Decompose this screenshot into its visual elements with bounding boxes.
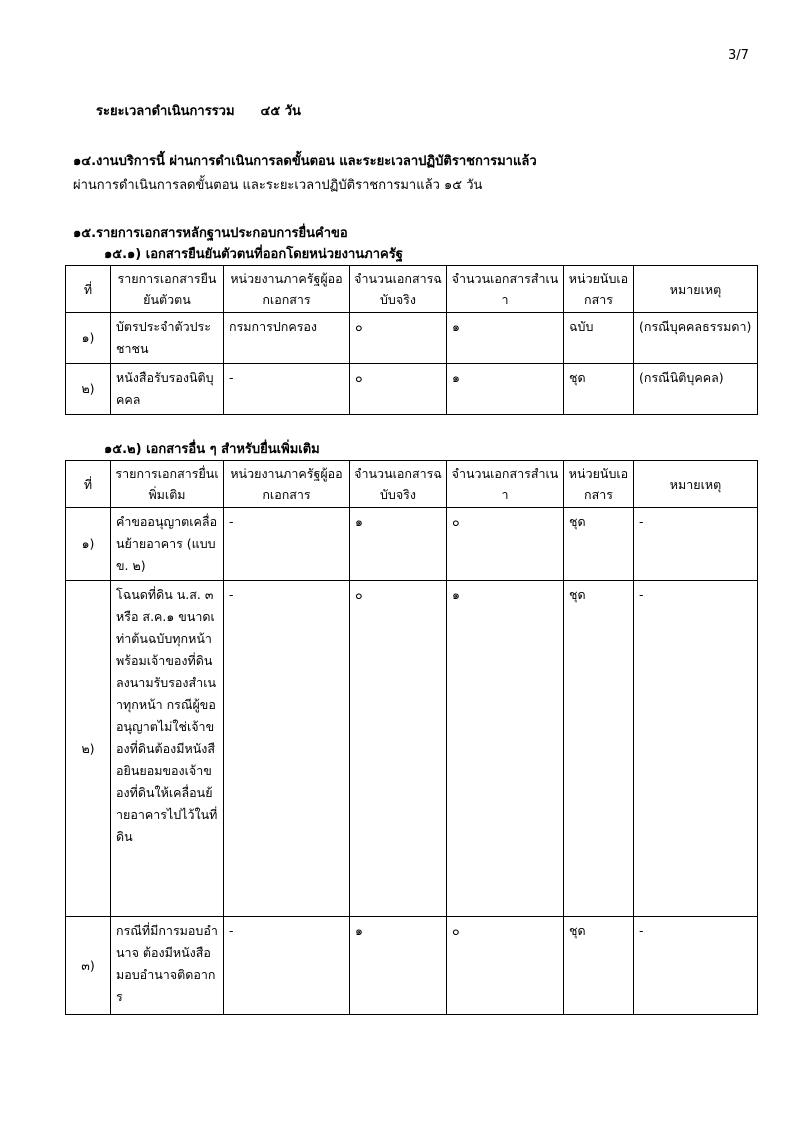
header-document-name: รายการเอกสารยื่นเพิ่มเติม (111, 461, 224, 508)
row-unit: ฉบับ (564, 313, 634, 364)
row-original-count: ๐ (350, 364, 447, 415)
row-no: ๑) (66, 508, 111, 581)
row-document-name: โฉนดที่ดิน น.ส. ๓ หรือ ส.ค.๑ ขนาดเท่าต้นฉบับทุกหน้า พร้อมเจ้าของที่ดินลงนามรับรองสำเนาทุกหน้า กรณีผู้ขออนุญาตไม่ใช่เจ้าของที่ดินต้องมีหนังสือยินยอมของเจ้าของที่ดินให้เคลื่อนย้ายอาคารไปไว้ในที่ดิน (111, 581, 224, 917)
row-remark: - (634, 508, 758, 581)
header-agency: หน่วยงานภาครัฐผู้ออกเอกสาร (224, 461, 350, 508)
section15-2-heading: ๑๕.๒) เอกสารอื่น ๆ สำหรับยื่นเพิ่มเติม (104, 442, 320, 457)
row-original-count: ๑ (350, 508, 447, 581)
table-row (66, 508, 758, 581)
row-agency: - (224, 364, 350, 415)
header-no: ที่ (66, 461, 111, 508)
row-unit: ชุด (564, 917, 634, 1015)
row-no: ๒) (66, 364, 111, 415)
header-document-name: รายการเอกสารยืนยันตัวตน (111, 266, 224, 313)
header-unit: หน่วยนับเอกสาร (564, 266, 634, 313)
row-agency: - (224, 917, 350, 1015)
row-document-name: หนังสือรับรองนิติบุคคล (111, 364, 224, 415)
row-no: ๒) (66, 581, 111, 917)
row-remark: (กรณีบุคคลธรรมดา) (634, 313, 758, 364)
row-document-name: กรณีที่มีการมอบอำนาจ ต้องมีหนังสือมอบอำนาจติดอากร (111, 917, 224, 1015)
header-remark: หมายเหตุ (634, 266, 758, 313)
row-remark: - (634, 917, 758, 1015)
table-row (66, 313, 758, 364)
table-row (66, 364, 758, 415)
row-unit: ชุด (564, 508, 634, 581)
total-duration-label: ระยะเวลาดำเนินการรวม (96, 104, 235, 119)
header-remark: หมายเหตุ (634, 461, 758, 508)
header-unit: หน่วยนับเอกสาร (564, 461, 634, 508)
table-header-row (66, 266, 758, 313)
row-copy-count: ๑ (447, 364, 564, 415)
section15-heading: ๑๕.รายการเอกสารหลักฐานประกอบการยื่นคำขอ (73, 226, 348, 241)
row-copy-count: ๑ (447, 313, 564, 364)
row-unit: ชุด (564, 364, 634, 415)
additional-documents-table (65, 460, 758, 1015)
row-remark: - (634, 581, 758, 917)
header-copy-count: จำนวนเอกสารสำเนา (447, 266, 564, 313)
header-original-count: จำนวนเอกสารฉบับจริง (350, 266, 447, 313)
header-agency: หน่วยงานภาครัฐผู้ออกเอกสาร (224, 266, 350, 313)
row-document-name: คำขออนุญาตเคลื่อนย้ายอาคาร (แบบ ข. ๒) (111, 508, 224, 581)
page-number: 3/7 (728, 48, 749, 63)
table-header-row (66, 461, 758, 508)
row-original-count: ๐ (350, 313, 447, 364)
row-unit: ชุด (564, 581, 634, 917)
row-agency: - (224, 508, 350, 581)
header-copy-count: จำนวนเอกสารสำเนา (447, 461, 564, 508)
identity-documents-table (65, 265, 758, 415)
row-agency: - (224, 581, 350, 917)
row-original-count: ๑ (350, 917, 447, 1015)
row-remark: (กรณีนิติบุคคล) (634, 364, 758, 415)
total-duration-value: ๔๕ วัน (260, 104, 301, 119)
section14-detail: ผ่านการดำเนินการลดขั้นตอน และระยะเวลาปฏิบัติราชการมาแล้ว ๑๕ วัน (73, 178, 483, 193)
row-copy-count: ๐ (447, 508, 564, 581)
header-no: ที่ (66, 266, 111, 313)
row-copy-count: ๐ (447, 917, 564, 1015)
row-no: ๑) (66, 313, 111, 364)
row-agency: กรมการปกครอง (224, 313, 350, 364)
row-copy-count: ๑ (447, 581, 564, 917)
table-row (66, 581, 758, 917)
header-original-count: จำนวนเอกสารฉบับจริง (350, 461, 447, 508)
row-no: ๓) (66, 917, 111, 1015)
table-row (66, 917, 758, 1015)
total-duration (96, 100, 301, 121)
row-original-count: ๐ (350, 581, 447, 917)
row-document-name: บัตรประจำตัวประชาชน (111, 313, 224, 364)
section15-1-heading: ๑๕.๑) เอกสารยืนยันตัวตนที่ออกโดยหน่วยงานภาครัฐ (104, 247, 403, 262)
section14-heading: ๑๔.งานบริการนี้ ผ่านการดำเนินการลดขั้นตอน และระยะเวลาปฏิบัติราชการมาแล้ว (73, 154, 537, 169)
